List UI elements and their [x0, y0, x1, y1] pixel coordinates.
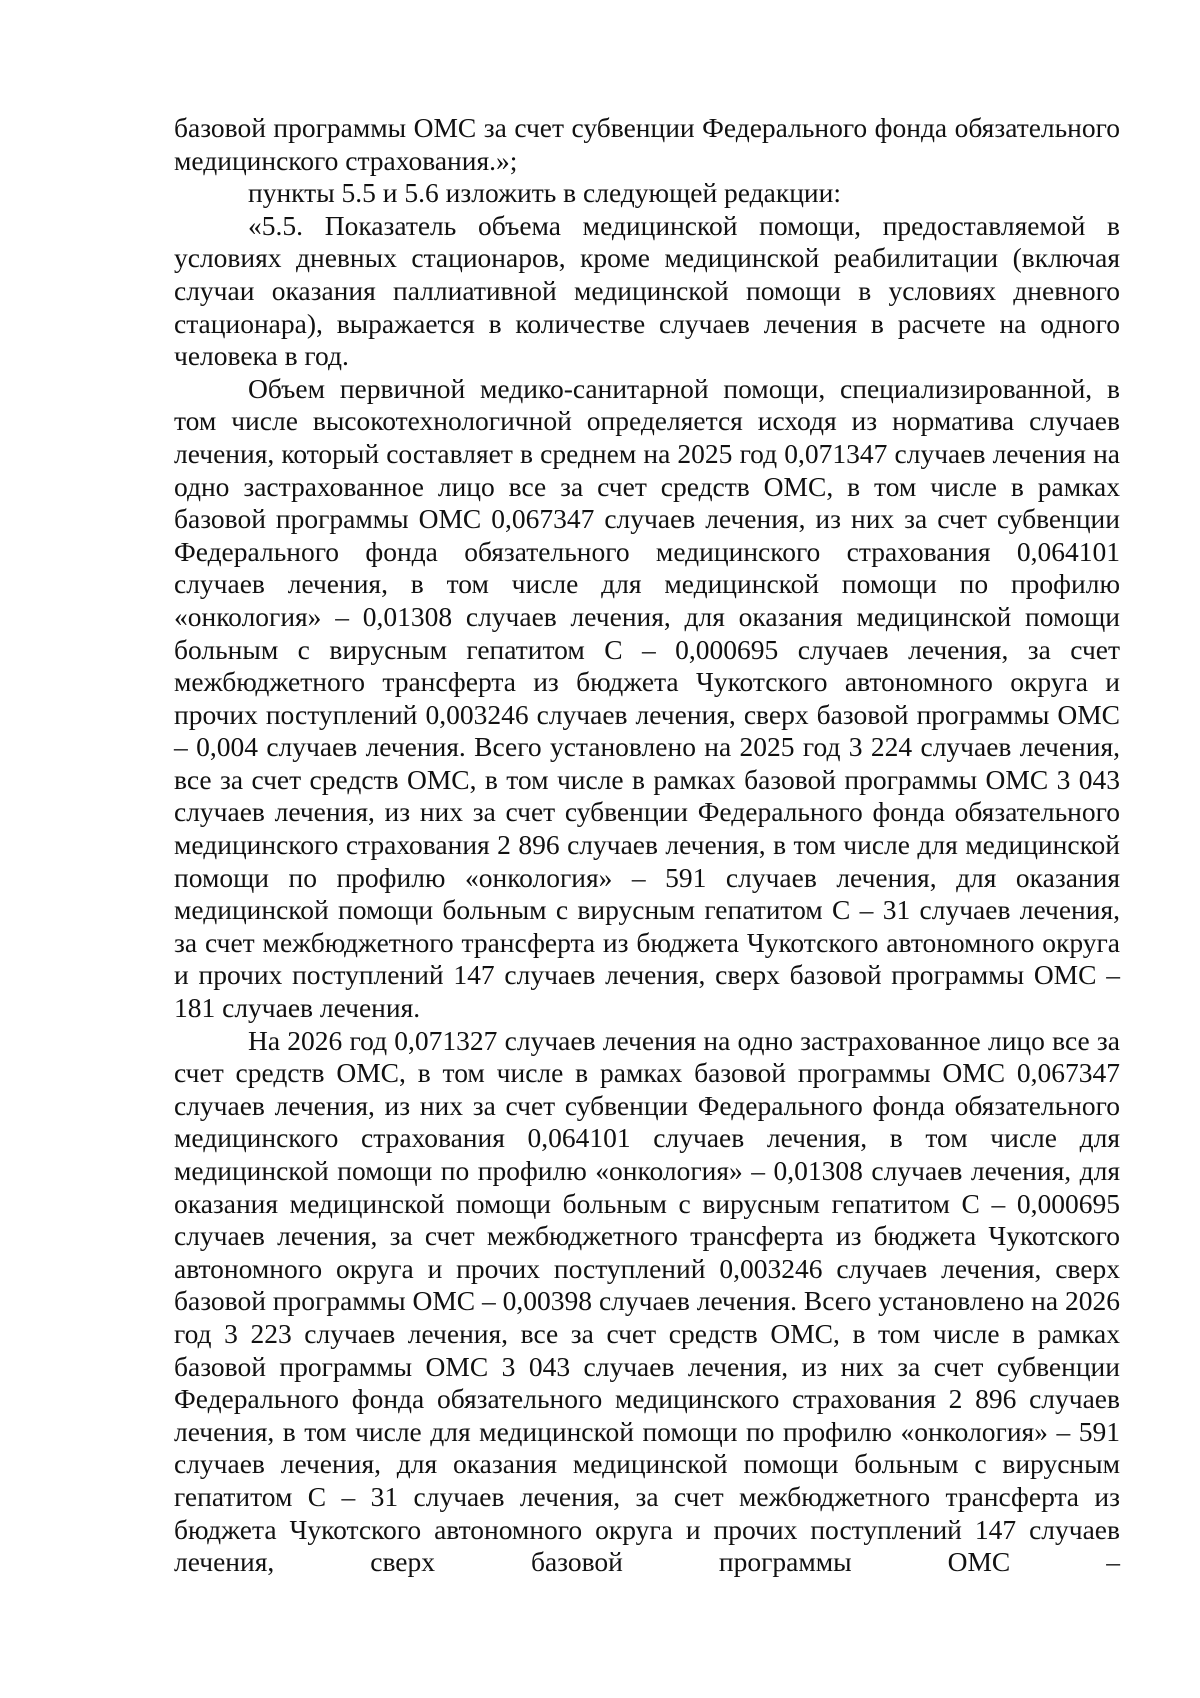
document-body: [174, 112, 1120, 1579]
paragraph-volume-2025: Объем первичной медико-санитарной помощи, специализированной, в том числе высокотехнологичной определяется исходя из норматива случаев лечения, который составляет в среднем на 2025 год 0,071347 случаев лечения на одно застрахованное лицо все за счет средств ОМС, в том числе в рамках базовой программы ОМС 0,067347 случаев лечения, из них за счет субвенции Федерального фонда обязательного медицинского страхования 0,064101 случаев лечения, в том числе для медицинской помощи по профилю «онкология» – 0,01308 случаев лечения, для оказания медицинской помощи больным с вирусным гепатитом С – 0,000695 случаев лечения, за счет межбюджетного трансферта из бюджета Чукотского автономного округа и прочих поступлений 0,003246 случаев лечения, сверх базовой программы ОМС – 0,004 случаев лечения. Всего установлено на 2025 год 3 224 случаев лечения, все за счет средств ОМС, в том числе в рамках базовой программы ОМС 3 043 случаев лечения, из них за счет субвенции Федерального фонда обязательного медицинского страхования 2 896 случаев лечения, в том числе для медицинской помощи по профилю «онкология» – 591 случаев лечения, для оказания медицинской помощи больным с вирусным гепатитом С – 31 случаев лечения, за счет межбюджетного трансферта из бюджета Чукотского автономного округа и прочих поступлений 147 случаев лечения, сверх базовой программы ОМС – 181 случаев лечения.: [174, 372, 1120, 1024]
paragraph-volume-2026: На 2026 год 0,071327 случаев лечения на одно застрахованное лицо все за счет средств ОМС, в том числе в рамках базовой программы ОМС 0,067347 случаев лечения, из них за счет субвенции Федерального фонда обязательного медицинского страхования 0,064101 случаев лечения, в том числе для медицинской помощи по профилю «онкология» – 0,01308 случаев лечения, для оказания медицинской помощи больным с вирусным гепатитом С – 0,000695 случаев лечения, за счет межбюджетного трансферта из бюджета Чукотского автономного округа и прочих поступлений 0,003246 случаев лечения, сверх базовой программы ОМС – 0,00398 случаев лечения. Всего установлено на 2026 год 3 223 случаев лечения, все за счет средств ОМС, в том числе в рамках базовой программы ОМС 3 043 случаев лечения, из них за счет субвенции Федерального фонда обязательного медицинского страхования 2 896 случаев лечения, в том числе для медицинской помощи по профилю «онкология» – 591 случаев лечения, для оказания медицинской помощи больным с вирусным гепатитом С – 31 случаев лечения, за счет межбюджетного трансферта из бюджета Чукотского автономного округа и прочих поступлений 147 случаев лечения, сверх базовой программы ОМС –: [174, 1024, 1120, 1578]
paragraph-amendment-instruction: пункты 5.5 и 5.6 изложить в следующей редакции:: [248, 177, 841, 209]
paragraph-continuation: базовой программы ОМС за счет субвенции Федерального фонда обязательного медицинского страхования.»;: [174, 112, 1120, 176]
paragraph-clause-5-5: «5.5. Показатель объема медицинской помощи, предоставляемой в условиях дневных стационаров, кроме медицинской реабилитации (включая случаи оказания паллиативной медицинской помощи в условиях дневного стационара), выражается в количестве случаев лечения в расчете на одного человека в год.: [174, 209, 1120, 372]
